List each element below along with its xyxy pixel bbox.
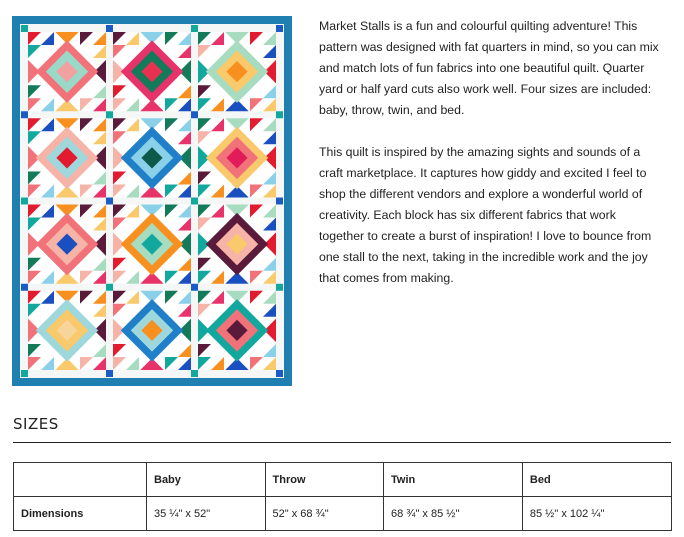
quilt-cornerstone [21,25,28,32]
quilt-cornerstone [21,198,28,205]
quilt-cornerstone [276,370,283,377]
quilt-cornerstone [21,111,28,118]
quilt-cornerstone [106,111,113,118]
quilt-cornerstone [191,25,198,32]
quilt-cornerstone [276,284,283,291]
header-cell-twin: Twin [384,463,523,497]
quilt-cornerstone [191,198,198,205]
quilt-cornerstone [106,198,113,205]
quilt-cornerstone [191,284,198,291]
cell-twin-dimensions: 68 ¾" x 85 ½" [384,497,523,531]
cell-bed-dimensions: 85 ½" x 102 ¼" [522,497,671,531]
quilt-cornerstone [191,370,198,377]
cell-throw-dimensions: 52" x 68 ¾" [265,497,384,531]
quilt-cornerstone [276,198,283,205]
quilt-cornerstone [191,111,198,118]
header-cell-empty [14,463,147,497]
description-paragraph-1: Market Stalls is a fun and colourful quilting adventure! This pattern was designed with fat quarters in mind, so you can mix and match lots of fun fabrics into one beautiful quilt. Quarter yard or half yard cuts also work well. Four sizes are included: baby, throw, twin, and bed. [319,19,659,117]
quilt-cornerstone [21,370,28,377]
header-cell-baby: Baby [147,463,266,497]
table-row [14,497,672,531]
sizes-table [13,462,672,531]
description-paragraph-2: This quilt is inspired by the amazing sights and sounds of a craft marketplace. It captures how giddy and excited I feel to shop the different vendors and explore a wonderful world of creativity. Each block has six different fabrics that work together to create a burst of inspiration! I love to bounce from one stall to the next, taking in the incredible work and the joy that comes from making. [319,145,652,285]
quilt-cornerstone [106,25,113,32]
quilt-cornerstone [21,284,28,291]
sizes-heading: SIZES [13,415,59,433]
description [319,16,664,310]
header-cell-bed: Bed [522,463,671,497]
quilt-cornerstone [276,25,283,32]
quilt-cornerstone [276,111,283,118]
sizes-header-row [14,463,672,497]
quilt-cornerstone [106,284,113,291]
quilt-cornerstone [106,370,113,377]
row-label-dimensions: Dimensions [14,497,147,531]
sizes-divider [13,442,671,443]
header-cell-throw: Throw [265,463,384,497]
cell-baby-dimensions: 35 ¼" x 52" [147,497,266,531]
quilt-image [12,16,292,386]
